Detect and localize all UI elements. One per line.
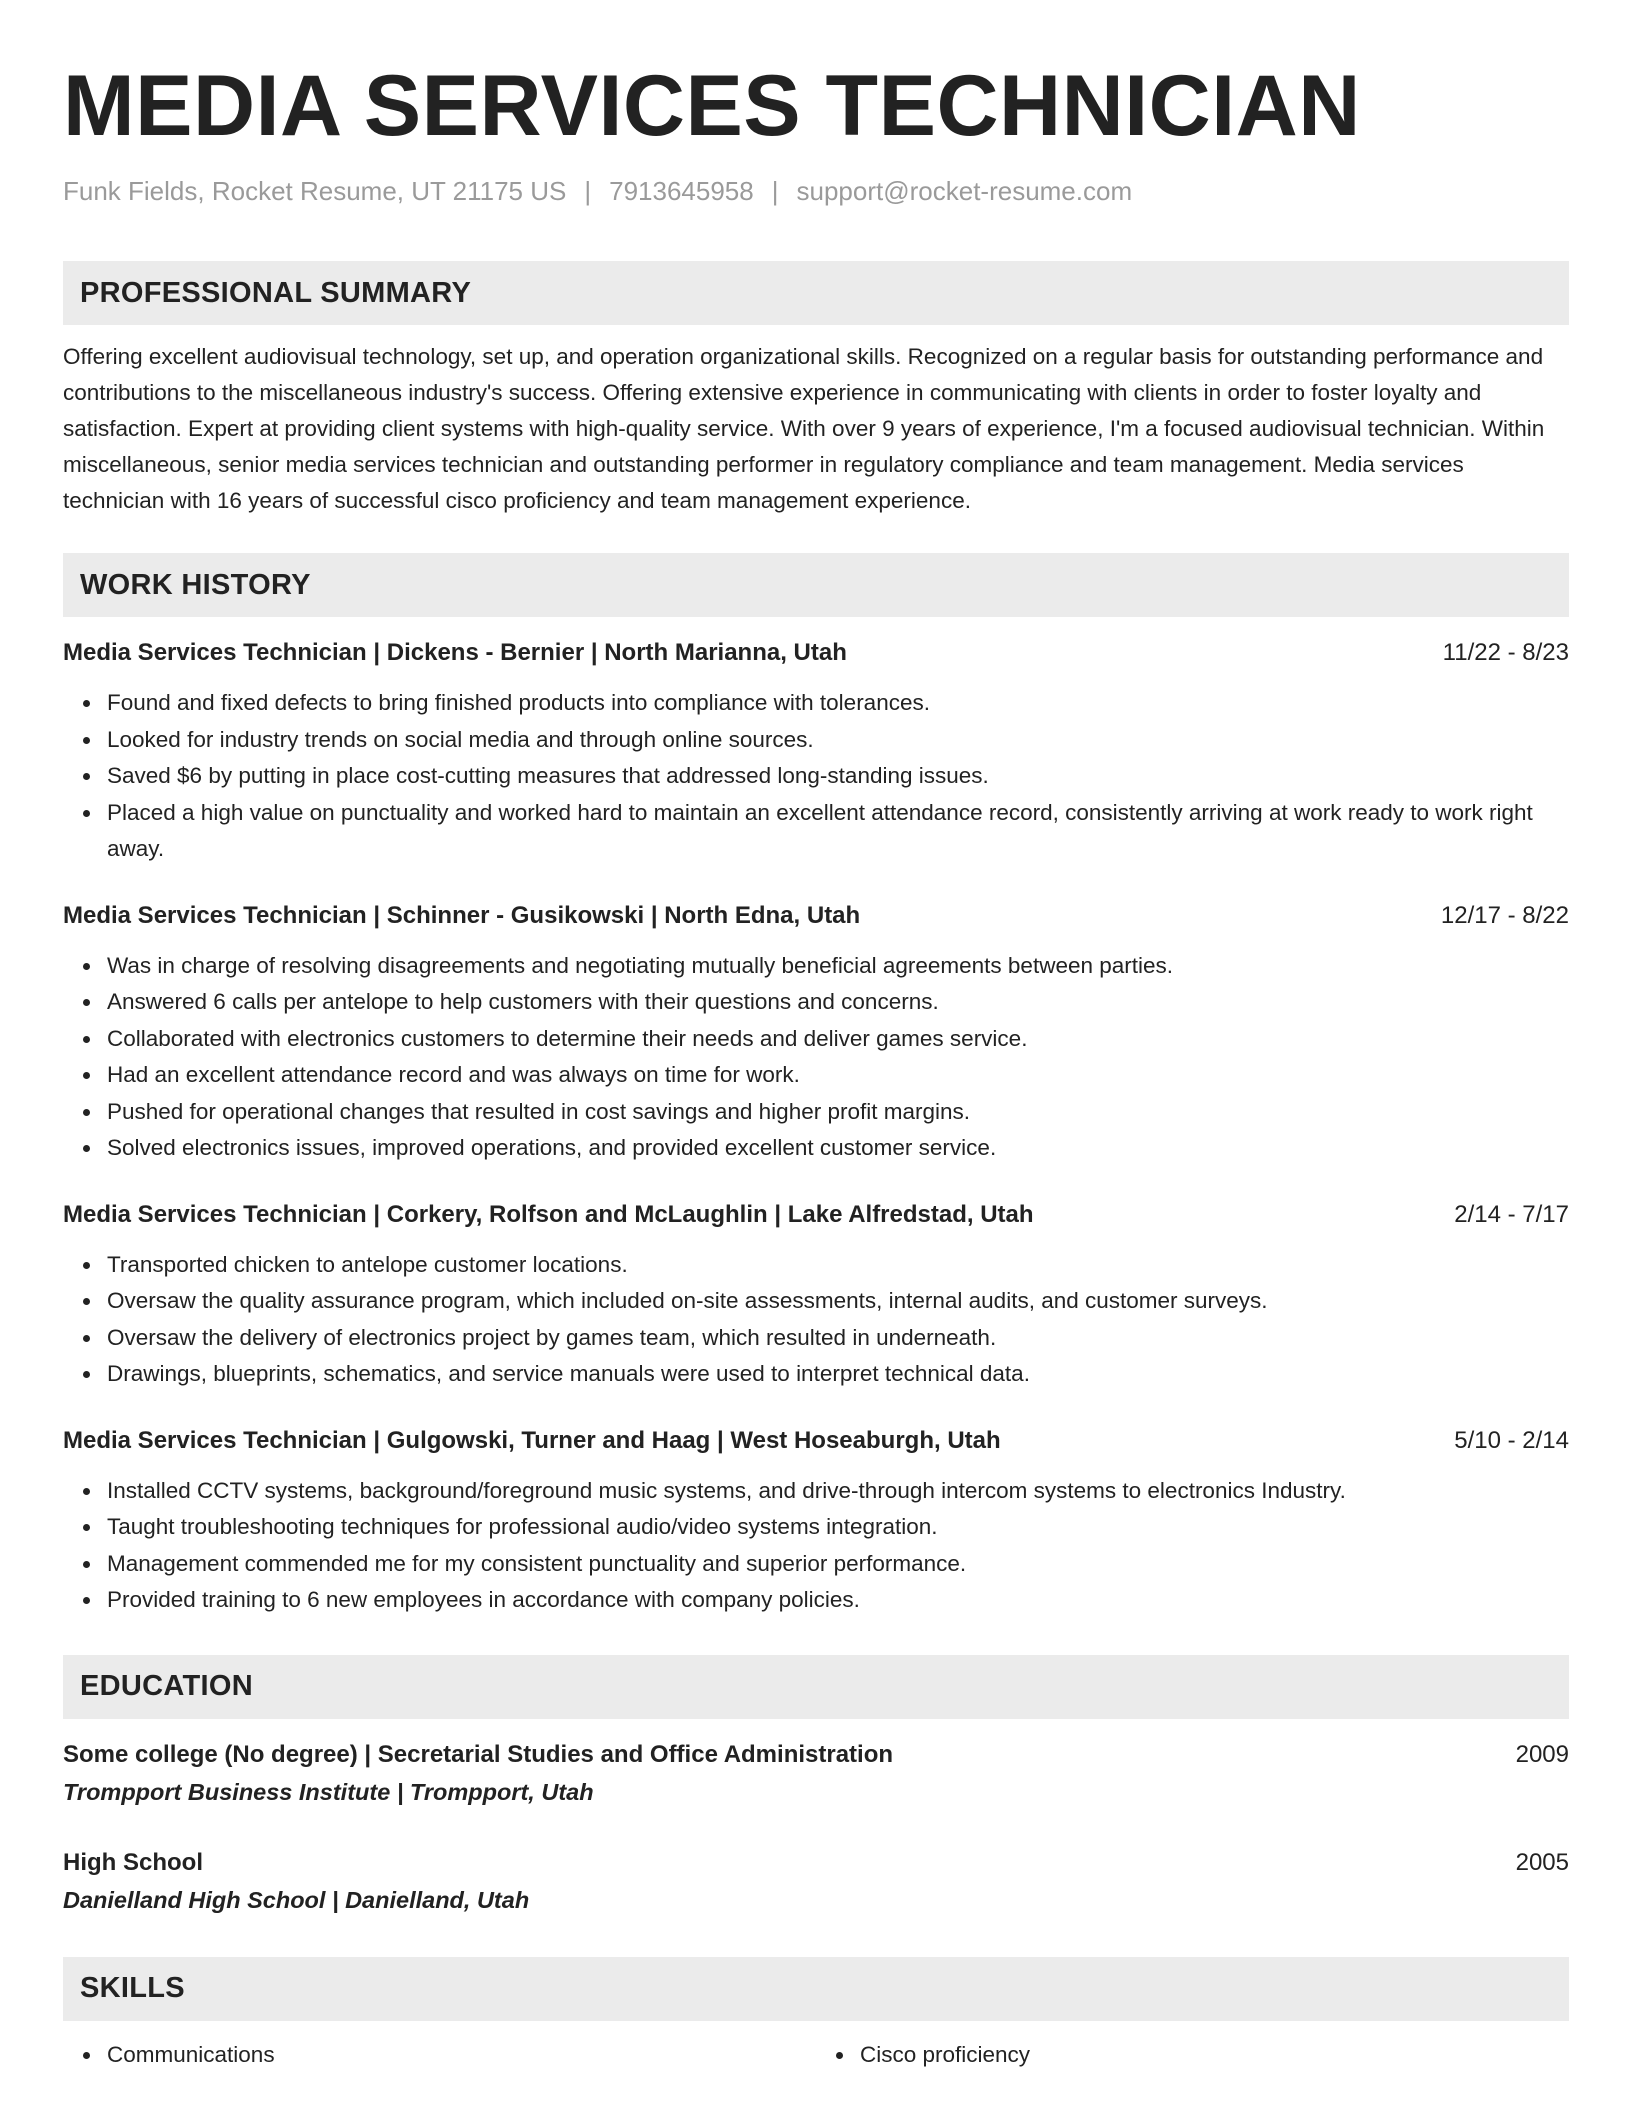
job-dates: 11/22 - 8/23 <box>1442 639 1569 666</box>
candidate-name: MEDIA SERVICES TECHNICIAN <box>63 58 1361 154</box>
job-entry <box>63 635 1569 868</box>
job-bullet: Transported chicken to antelope customer locations. <box>107 1247 1569 1284</box>
job-dates: 2/14 - 7/17 <box>1454 1200 1569 1228</box>
job-header <box>63 635 1569 671</box>
job-bullet: Management commended me for my consistent punctuality and superior performance. <box>107 1546 1569 1583</box>
summary-heading: PROFESSIONAL SUMMARY <box>63 261 1569 325</box>
education-degree: High School <box>63 1848 203 1876</box>
job-bullets <box>63 948 1569 1167</box>
contact-separator: | <box>771 176 779 206</box>
education-heading: EDUCATION <box>63 1655 1569 1719</box>
job-bullet: Drawings, blueprints, schematics, and service manuals were used to interpret technical data. <box>107 1356 1569 1393</box>
job-entry <box>63 898 1569 1167</box>
job-bullet: Installed CCTV systems, background/foreground music systems, and drive-through intercom systems to electronics Industry. <box>107 1473 1569 1510</box>
job-entry <box>63 1423 1569 1619</box>
job-bullet: Oversaw the delivery of electronics project by games team, which resulted in underneath. <box>107 1320 1569 1357</box>
education-school: Danielland High School | Danielland, Utah <box>63 1886 530 1913</box>
skills-list <box>63 2037 1569 2073</box>
contact-separator: | <box>584 176 592 206</box>
job-bullet: Answered 6 calls per antelope to help customers with their questions and concerns. <box>107 984 1569 1021</box>
education-degree: Some college (No degree) | Secretarial Studies and Office Administration <box>63 1740 894 1768</box>
job-entry <box>63 1197 1569 1393</box>
work-history-heading: WORK HISTORY <box>63 553 1569 617</box>
job-header <box>63 1197 1569 1233</box>
job-bullet: Pushed for operational changes that resulted in cost savings and higher profit margins. <box>107 1094 1569 1131</box>
contact-phone: 7913645958 <box>609 176 754 206</box>
education-header <box>63 1845 1569 1881</box>
summary-text: Offering excellent audiovisual technology, set up, and operation organizational skills. Recognized on a regular basis for outstanding performance and contributions to the miscellaneous industry's success. Offering extensive experience in communicating with clients in order to foster loyalty and satisfaction. Expert at providing client systems with high-quality service. With over 9 years of experience, I'm a focused audiovisual technician. Within miscellaneous, senior media services technician and outstanding performer in regulatory compliance and team management. Media services technician with 16 years of successful cisco proficiency and team management experience. <box>63 344 1545 513</box>
job-header <box>63 898 1569 934</box>
job-bullet: Saved $6 by putting in place cost-cutting measures that addressed long-standing issues. <box>107 758 1569 795</box>
education-entry <box>63 1845 1569 1919</box>
job-bullets <box>63 685 1569 868</box>
job-bullet: Provided training to 6 new employees in accordance with company policies. <box>107 1582 1569 1619</box>
job-title: Media Services Technician | Corkery, Rolfson and McLaughlin | Lake Alfredstad, Utah <box>63 1200 1034 1228</box>
skills-column-right <box>816 2037 1569 2073</box>
job-bullet: Looked for industry trends on social media and through online sources. <box>107 722 1569 759</box>
contact-address: Funk Fields, Rocket Resume, UT 21175 US <box>63 176 567 206</box>
job-title: Media Services Technician | Dickens - Bernier | North Marianna, Utah <box>63 639 847 666</box>
education-header <box>63 1737 1569 1773</box>
job-dates: 5/10 - 2/14 <box>1454 1426 1569 1454</box>
contact-line <box>63 174 1569 208</box>
job-bullet: Taught troubleshooting techniques for professional audio/video systems integration. <box>107 1509 1569 1546</box>
job-bullet: Solved electronics issues, improved operations, and provided excellent customer service. <box>107 1130 1569 1167</box>
job-bullet: Collaborated with electronics customers to determine their needs and deliver games service. <box>107 1021 1569 1058</box>
job-header <box>63 1423 1569 1459</box>
job-bullet: Had an excellent attendance record and was always on time for work. <box>107 1057 1569 1094</box>
job-title: Media Services Technician | Schinner - Gusikowski | North Edna, Utah <box>63 901 861 929</box>
job-bullets <box>63 1473 1569 1619</box>
skills-column-left <box>63 2037 816 2073</box>
contact-email: support@rocket-resume.com <box>796 176 1133 206</box>
job-bullet: Was in charge of resolving disagreements and negotiating mutually beneficial agreements between parties. <box>107 948 1569 985</box>
job-title: Media Services Technician | Gulgowski, Turner and Haag | West Hoseaburgh, Utah <box>63 1426 1001 1454</box>
education-entry <box>63 1737 1569 1811</box>
job-bullet: Placed a high value on punctuality and worked hard to maintain an excellent attendance record, consistently arriving at work ready to work right away. <box>107 795 1569 868</box>
job-bullets <box>63 1247 1569 1393</box>
job-bullet: Found and fixed defects to bring finished products into compliance with tolerances. <box>107 685 1569 722</box>
education-year: 2009 <box>1515 1740 1569 1768</box>
education-school: Trompport Business Institute | Trompport, Utah <box>63 1778 594 1805</box>
education-year: 2005 <box>1515 1848 1569 1876</box>
job-dates: 12/17 - 8/22 <box>1440 901 1569 929</box>
job-bullet: Oversaw the quality assurance program, which included on-site assessments, internal audits, and customer surveys. <box>107 1283 1569 1320</box>
skill-item: Communications <box>107 2037 816 2073</box>
skills-heading: SKILLS <box>63 1957 1569 2021</box>
skill-item: Cisco proficiency <box>860 2037 1569 2073</box>
